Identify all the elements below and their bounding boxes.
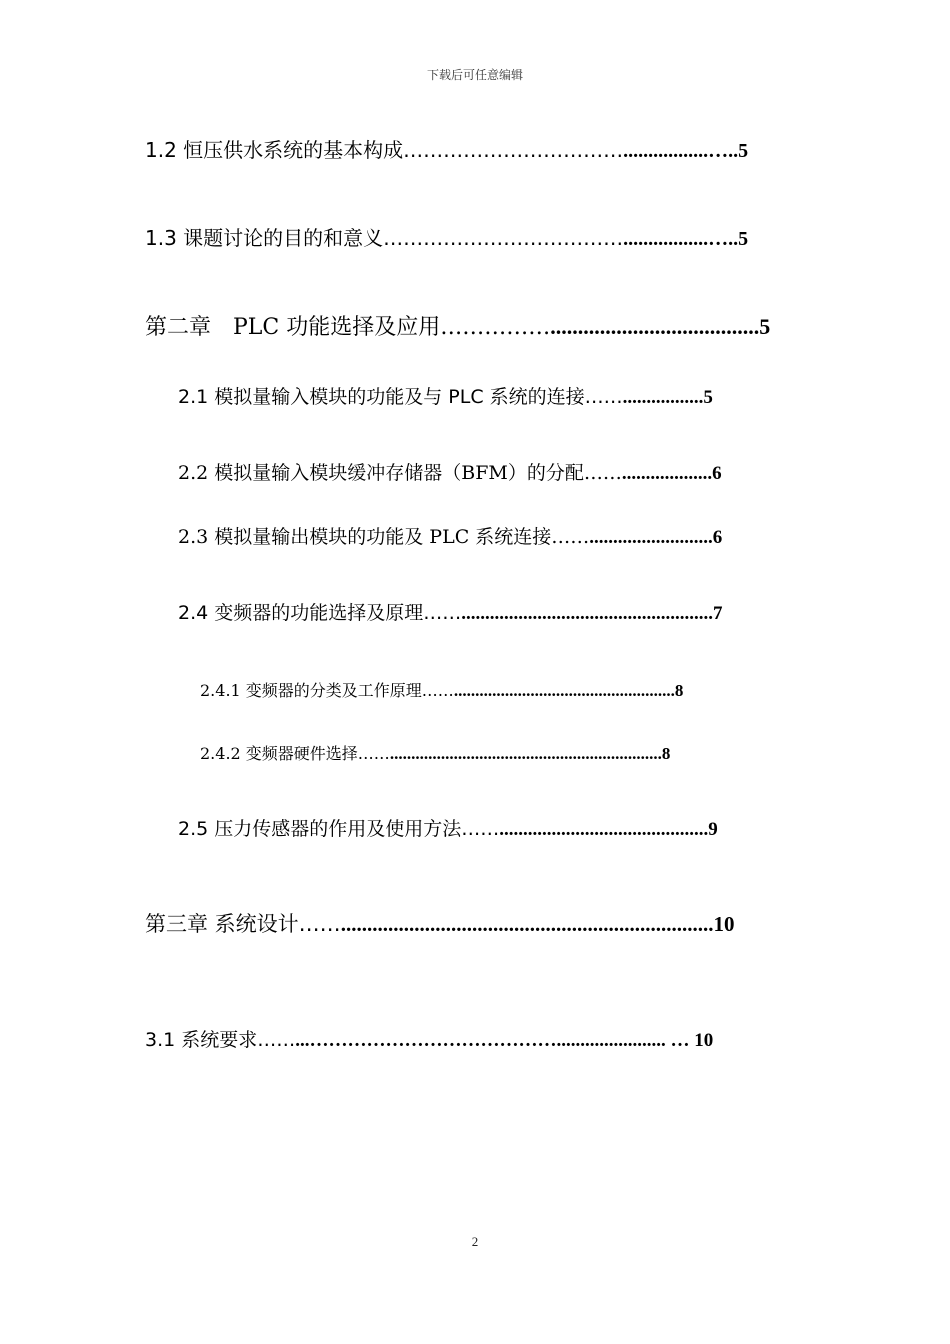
toc-entry-text: 2.1 模拟量输入模块的功能及与 PLC 系统的连接……	[178, 386, 623, 408]
toc-entry-text: 第二章 PLC 功能选择及应用……………	[145, 315, 551, 340]
toc-entry-leader-page: ............................................9	[499, 819, 718, 840]
toc-entry-text: 3.1 系统要求……	[145, 1029, 296, 1051]
toc-entry-text: 2.4 变频器的功能选择及原理……	[178, 602, 462, 624]
toc-chapter-3[interactable]	[145, 914, 734, 935]
toc-entry-text: 第三章 系统设计……	[145, 912, 341, 936]
toc-entry-2-2[interactable]	[178, 464, 722, 483]
toc-entry-text: 2.4.1 变频器的分类及工作原理……	[200, 681, 454, 700]
toc-entry-leader-page: .....................................................7	[461, 603, 723, 624]
toc-entry-text: 1.2 恒压供水系统的基本构成……………………………	[145, 138, 624, 162]
toc-entry-2-5[interactable]	[178, 820, 718, 839]
toc-entry-leader-page: ....................................................8	[453, 681, 684, 700]
toc-entry-text: 2.5 压力传感器的作用及使用方法……	[178, 818, 500, 840]
toc-entry-leader-page: .................…..5	[623, 140, 749, 162]
toc-entry-leader-page: ................................................................8	[389, 744, 671, 763]
page-number: 2	[471, 1234, 479, 1249]
toc-entry-1-2[interactable]	[145, 140, 748, 161]
page-header-note: 下载后可任意编辑	[426, 68, 523, 82]
toc-entry-3-1[interactable]	[145, 1031, 713, 1050]
toc-entry-2-4-2[interactable]	[200, 745, 670, 762]
toc-entry-leader-page: ..........................6	[589, 527, 723, 548]
toc-entry-text: 2.3 模拟量输出模块的功能及 PLC 系统连接……	[178, 526, 590, 548]
toc-entry-2-4-1[interactable]	[200, 682, 683, 699]
toc-entry-leader-page: ...................6	[621, 463, 722, 484]
toc-entry-1-3[interactable]	[145, 228, 748, 249]
toc-entry-leader-page: .................…..5	[623, 228, 749, 250]
toc-entry-text: 1.3 课题讨论的目的和意义………………………………	[145, 226, 624, 250]
toc-entry-leader-page: ...…………………………………....................... … 10	[295, 1030, 714, 1051]
toc-entry-text: 2.2 模拟量输入模块缓冲存储器（BFM）的分配……	[178, 462, 622, 484]
toc-entry-leader-page: ......................................5	[550, 314, 771, 339]
toc-entry-2-4[interactable]	[178, 604, 723, 623]
toc-entry-text: 2.4.2 变频器硬件选择……	[200, 744, 390, 763]
toc-entry-2-3[interactable]	[178, 528, 722, 547]
toc-entry-leader-page: .................5	[622, 387, 713, 408]
toc-chapter-2[interactable]	[145, 316, 770, 339]
toc-entry-2-1[interactable]	[178, 388, 713, 407]
toc-entry-leader-page: .......................................................................10	[340, 912, 735, 936]
